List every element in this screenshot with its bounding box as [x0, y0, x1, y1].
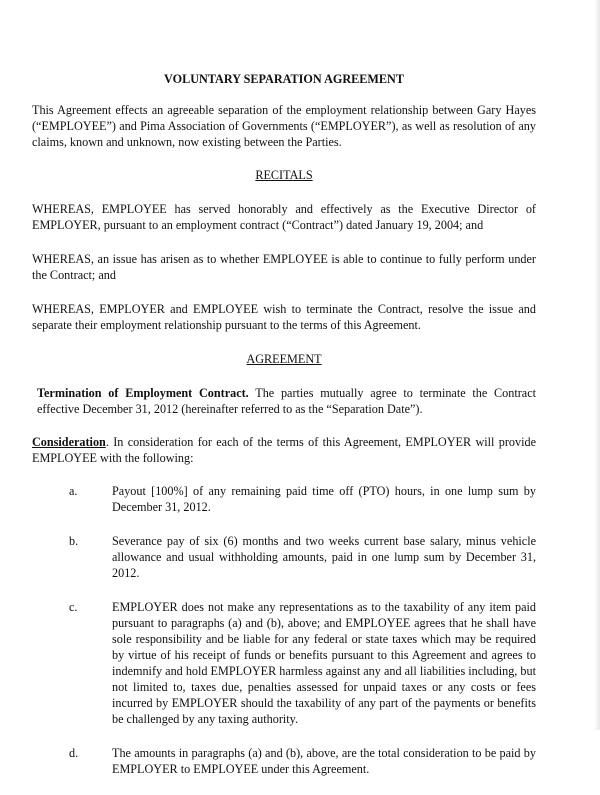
list-item-marker: c. — [69, 600, 78, 614]
list-item-text: The amounts in paragraphs (a) and (b), above, are the total consideration to be paid by EMPLOYER to EMPLOYEE under this Agreement. — [112, 746, 536, 776]
list-item-marker: d. — [69, 746, 79, 760]
list-item — [32, 745, 536, 777]
recital-paragraph: WHEREAS, EMPLOYER and EMPLOYEE wish to terminate the Contract, resolve the issue and separate their employment relationship pursuant to the terms of this Agreement. — [32, 302, 536, 332]
intro-paragraph: This Agreement effects an agreeable separation of the employment relationship between Gary Hayes (“EMPLOYEE”) and Pima Association of Governments (“EMPLOYER”), as well as resolution of any claims, known and unknown, now existing between the Parties. — [32, 103, 536, 149]
document-title: VOLUNTARY SEPARATION AGREEMENT — [164, 72, 404, 86]
list-item-text: Payout [100%] of any remaining paid time off (PTO) hours, in one lump sum by December 31, 2012. — [112, 484, 536, 514]
list-item-text: EMPLOYER does not make any representations as to the taxability of any item paid pursuant to paragraphs (a) and (b), above; and EMPLOYEE agrees that he shall have sole responsibility and be liable for any federal or state taxes which may be required by virtue of his receipt of funds or benefits pursuant to this Agreement and agrees to indemnify and hold EMPLOYER harmless against any and all liabilities including, but not limited to, taxes due, penalties assessed for unpaid taxes or any costs or fees incurred by EMPLOYER should the taxability of any part of the payments or benefits be challenged by any taxing authority. — [112, 600, 536, 726]
agreement-document — [32, 71, 536, 795]
consideration-paragraph — [32, 434, 536, 466]
list-item-marker: b. — [69, 534, 79, 548]
list-item — [32, 533, 536, 581]
list-item — [32, 599, 536, 727]
termination-paragraph — [32, 385, 536, 417]
consideration-text: . In consideration for each of the terms of this Agreement, EMPLOYER will provide EMPLOYEE with the following: — [32, 435, 536, 465]
recital-paragraph: WHEREAS, EMPLOYEE has served honorably and effectively as the Executive Director of EMPLOYER, pursuant to an employment contract (“Contract”) dated January 19, 2004; and — [32, 202, 536, 232]
consideration-list — [32, 483, 536, 777]
list-item-marker: a. — [69, 484, 78, 498]
agreement-heading: AGREEMENT — [246, 352, 322, 366]
page-edge-shadow — [594, 0, 600, 730]
consideration-label: Consideration — [32, 435, 106, 449]
recital-paragraph: WHEREAS, an issue has arisen as to whether EMPLOYEE is able to continue to fully perform under the Contract; and — [32, 252, 536, 282]
termination-label: Termination of Employment Contract. — [37, 386, 249, 400]
termination-text: The parties mutually agree to terminate the Contract effective December 31, 2012 (hereinafter referred to as the “Separation Date”). — [37, 386, 536, 416]
list-item-text: Severance pay of six (6) months and two weeks current base salary, minus vehicle allowance and usual withholding amounts, paid in one lump sum by December 31, 2012. — [112, 534, 536, 580]
list-item — [32, 483, 536, 515]
recitals-heading: RECITALS — [255, 168, 313, 182]
